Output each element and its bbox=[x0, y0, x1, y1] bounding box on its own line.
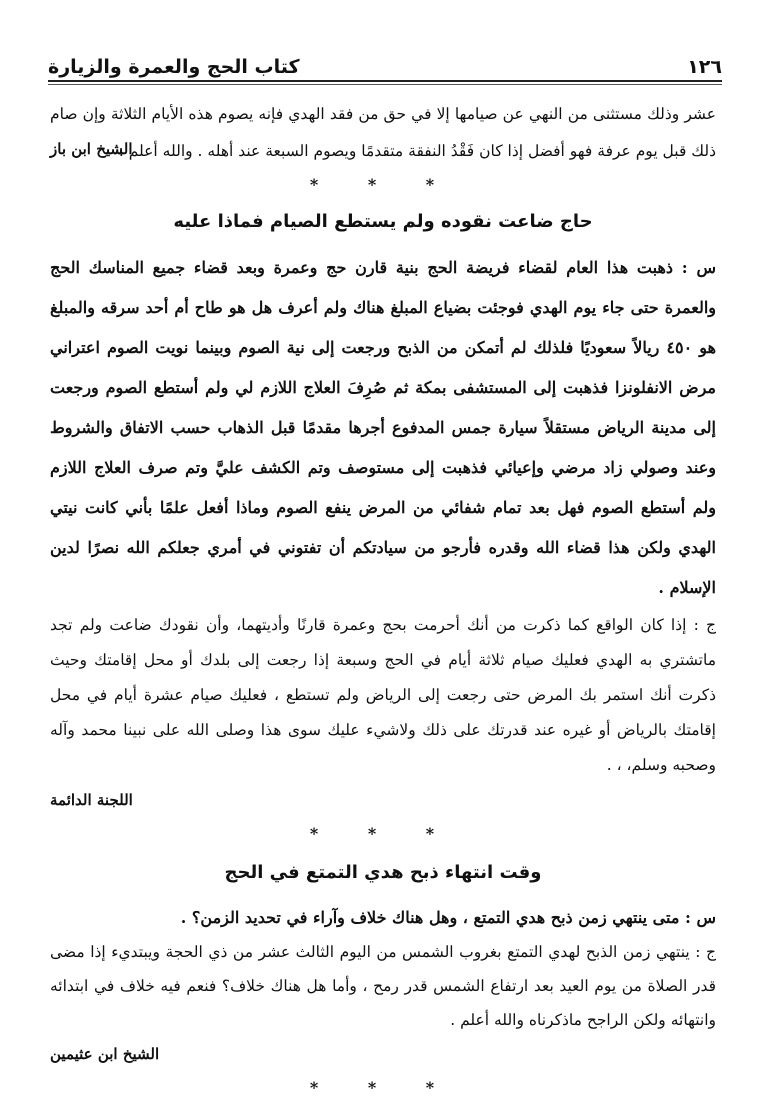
separator-stars: * * * bbox=[309, 175, 457, 194]
page-content bbox=[50, 96, 716, 1101]
question-paragraph: س : ذهبت هذا العام لقضاء فريضة الحج بنية قارن حج وعمرة وبعد قضاء جميع المناسك الحج والعمرة حتى جاء يوم الهدي فوجئت بضياع المبلغ هناك ولم أعرف هل هو طاح أم أحد سرقه والمبلغ هو ٤٥٠ ريالاً سعوديًا فلذلك لم أتمكن من الذبح ورجعت إلى نية الصوم وبينما نويت الصوم اعتراني مرض الانفلونزا فذهبت إلى المستشفى بمكة ثم صُرِفَ العلاج اللازم لي ولم أستطع الصوم ورجعت إلى مدينة الرياض مستقلاً سيارة جمس المدفوع أجرها مقدمًا قبل الذهاب حسب الاتفاق والشروط وعند وصولي زاد مرضي وإعيائي فذهبت إلى مستوصف وتم الكشف عليَّ وتم صرف العلاج اللازم ولم أستطع الصوم فهل بعد تمام شفائي من المرض ينفع الصوم وماذا أفعل علمًا بأني كانت نيتي الهدي ولكن هذا قضاء الله وقدره فأرجو من سيادتكم أن تفتوني في أمري جعلكم الله نصرًا لدين الإسلام . bbox=[50, 258, 717, 597]
answer-paragraph: ج : إذا كان الواقع كما ذكرت من أنك أحرمت بحج وعمرة قارنًا وأديتهما، وأن نقودك ضاعت ولم تجد ماتشتري به الهدي فعليك صيام ثلاثة أيام في الحج وسبعة إذا رجعت إلى بلدك أو محل إقامتك وحيث ذكرت أنك استمر بك المرض حتى رجعت إلى الرياض ولم تستطع ، فعليك صيام عشرة أيام في محل إقامتك بالرياض أو غيره عند قدرتك على ذلك ولاشيء عليك سوى هذا وصلى الله على نبينا محمد وآله وصحبه وسلم، ، . bbox=[50, 616, 716, 774]
page-header bbox=[48, 48, 722, 78]
page-number: ١٢٦ bbox=[687, 56, 722, 78]
question-paragraph: س : متى ينتهي زمن ذبح هدي التمتع ، وهل هناك خلاف وآراء في تحديد الزمن؟ . bbox=[180, 908, 716, 927]
answer-paragraph: ج : ينتهي زمن الذبح لهدي التمتع بغروب الشمس من اليوم الثالث عشر من ذي الحجة ويبتديء إذا مضى قدر الصلاة من يوم العيد بعد ارتفاع الشمس قدر رمح ، وأما هل هناك خلاف؟ فنعم فيه خلاف في ابتدائه وانتهائه ولكن الراجح ماذكرناه والله أعلم . bbox=[50, 943, 716, 1029]
signature-permanent-committee: اللجنة الدائمة bbox=[50, 791, 133, 809]
separator-stars: * * * bbox=[309, 1078, 457, 1097]
signature-ibn-uthaymeen: الشيخ ابن عثيمين bbox=[50, 1045, 160, 1063]
signature-ibn-baz: الشيخ ابن باز bbox=[50, 140, 133, 158]
section-title-sacrifice-time: وقت انتهاء ذبح هدي التمتع في الحج bbox=[224, 862, 542, 883]
header-rule bbox=[48, 80, 722, 85]
book-title: كتاب الحج والعمرة والزيارة bbox=[48, 56, 300, 78]
separator-stars: * * * bbox=[309, 824, 457, 843]
section-title-lost-money: حاج ضاعت نقوده ولم يستطع الصيام فماذا عليه bbox=[173, 211, 593, 232]
continuation-paragraph: عشر وذلك مستثنى من النهي عن صيامها إلا في حق من فقد الهدي فإنه يصوم هذه الأيام الثلاثة وإن صام ذلك قبل يوم عرفة فهو أفضل إذا كان فَقْدُ النفقة متقدمًا ويصوم السبعة عند أهله . والله أعلم . bbox=[50, 105, 716, 160]
